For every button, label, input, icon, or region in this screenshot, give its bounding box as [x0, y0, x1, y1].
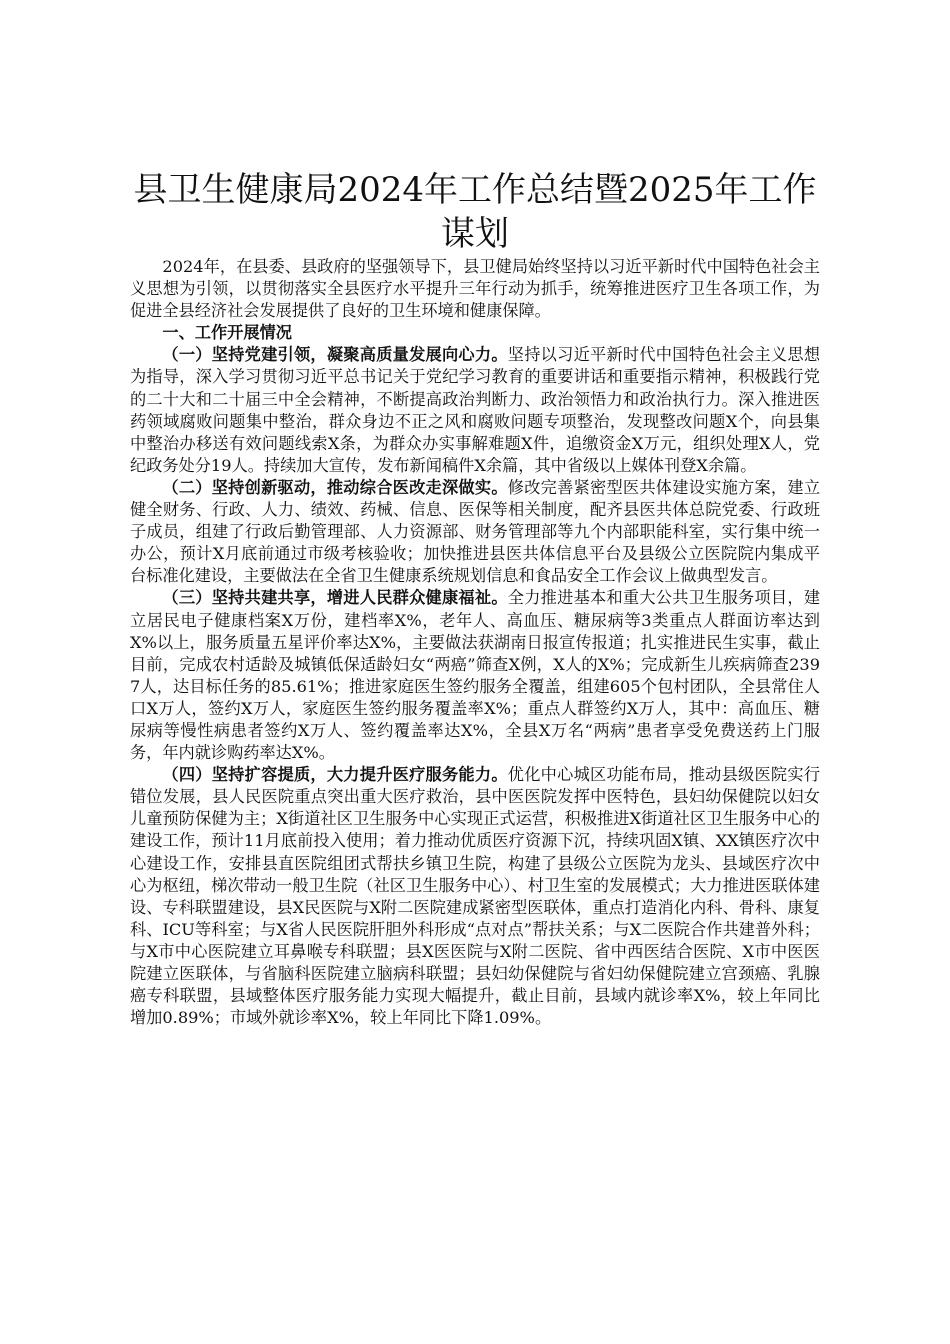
section-paragraph-1	[130, 344, 820, 477]
section-4-lead: （四）坚持扩容提质，大力提升医疗服务能力。	[162, 765, 508, 785]
section-heading: 一、工作开展情况	[162, 323, 292, 343]
section-3-lead: （三）坚持共建共享，增进人民群众健康福祉。	[162, 588, 508, 608]
section-paragraph-4	[130, 764, 820, 1029]
section-paragraph-3	[130, 587, 820, 764]
section-4-body: 优化中心城区功能布局，推动县级医院实行错位发展，县人民医院重点突出重大医疗救治，县中医医院发挥中医特色，县妇幼保健院以妇女儿童预防保健为主；X街道社区卫生服务中心实现正式运营，积极推进X街道社区卫生服务中心的建设工作，预计11月底前投入使用；着力推动优质医疗资源下沉，持续巩固X镇、XX镇医疗次中心建设工作，安排县直医院组团式帮扶乡镇卫生院，构建了县级公立医院为龙头、县域医疗次中心为枢纽，梯次带动一般卫生院（社区卫生服务中心）、村卫生室的发展模式；大力推进医联体建设、专科联盟建设，县X民医院与X附二医院建成紧密型医联体，重点打造消化内科、骨科、康复科、ICU等科室；与X省人民医院肝胆外科形成“点对点”帮扶关系；与X二医院合作共建普外科；与X市中心医院建立耳鼻喉专科联盟；县X医医院与X附二医院、省中西医结合医院、X市中医医院建立医联体，与省脑科医院建立脑病科联盟；县妇幼保健院与省妇幼保健院建立宫颈癌、乳腺癌专科联盟，县域整体医疗服务能力实现大幅提升，截止目前，县域内就诊率X%，较上年同比增加0.89%；市域外就诊率X%，较上年同比下降1.09%。	[130, 765, 821, 1028]
document-title-line-2: 谋划	[441, 214, 509, 254]
section-1-lead: （一）坚持党建引领，凝聚高质量发展向心力。	[162, 345, 508, 365]
section-2-body: 修改完善紧密型医共体建设实施方案，建立健全财务、行政、人力、绩效、药械、信息、医保等相关制度，配齐县医共体总院党委、行政班子成员，组建了行政后勤管理部、人力资源部、财务管理部等九个内部职能科室，实行集中统一办公，预计X月底前通过市级考核验收；加快推进县医共体信息平台及县级公立医院院内集成平台标准化建设，主要做法在全省卫生健康系统规划信息和食品安全工作会议上做典型发言。	[130, 477, 821, 586]
document-body	[130, 168, 820, 1029]
document-title	[130, 168, 820, 256]
section-1-body: 坚持以习近平新时代中国特色社会主义思想为指导，深入学习贯彻习近平总书记关于党纪学习教育的重要讲话和重要指示精神，积极践行党的二十大和二十届三中全会精神，不断提高政治判断力、政治领悟力和政治执行力。深入推进医药领域腐败问题集中整治，群众身边不正之风和腐败问题专项整治，发现整改问题X个，向县集中整治办移送有效问题线索X条，为群众办实事解难题X件，追缴资金X万元，组织处理X人，党纪政务处分19人。持续加大宣传，发布新闻稿件X余篇，其中省级以上媒体刊登X余篇。	[130, 345, 821, 475]
intro-paragraph: 2024年，在县委、县政府的坚强领导下，县卫健局始终坚持以习近平新时代中国特色社会主义思想为引领，以贯彻落实全县医疗水平提升三年行动为抓手，统筹推进医疗卫生各项工作，为促进全县经济社会发展提供了良好的卫生环境和健康保障。	[130, 257, 820, 321]
section-3-body: 全力推进基本和重大公共卫生服务项目，建立居民电子健康档案X万份，建档率X%，老年人、高血压、糖尿病等3类重点人群面访率达到X%以上，服务质量五星评价率达X%，主要做法获湖南日报宣传报道；扎实推进民生实事，截止目前，完成农村适龄及城镇低保适龄妇女“两癌”筛查X例，X人的X%；完成新生儿疾病筛查2397人，达目标任务的85.61%；推进家庭医生签约服务全覆盖，组建605个包村团队，全县常住人口X万人，签约X万人，家庭医生签约服务覆盖率X%；重点人群签约X万人，其中：高血压、糖尿病等慢性病患者签约X万人、签约覆盖率达X%，全县X万名“两病”患者享受免费送药上门服务，年内就诊购药率达X%。	[130, 588, 821, 763]
section-paragraph-2	[130, 477, 820, 587]
section-2-lead: （二）坚持创新驱动，推动综合医改走深做实。	[162, 477, 508, 497]
document-title-line-1: 县卫生健康局2024年工作总结暨2025年工作	[133, 170, 817, 210]
